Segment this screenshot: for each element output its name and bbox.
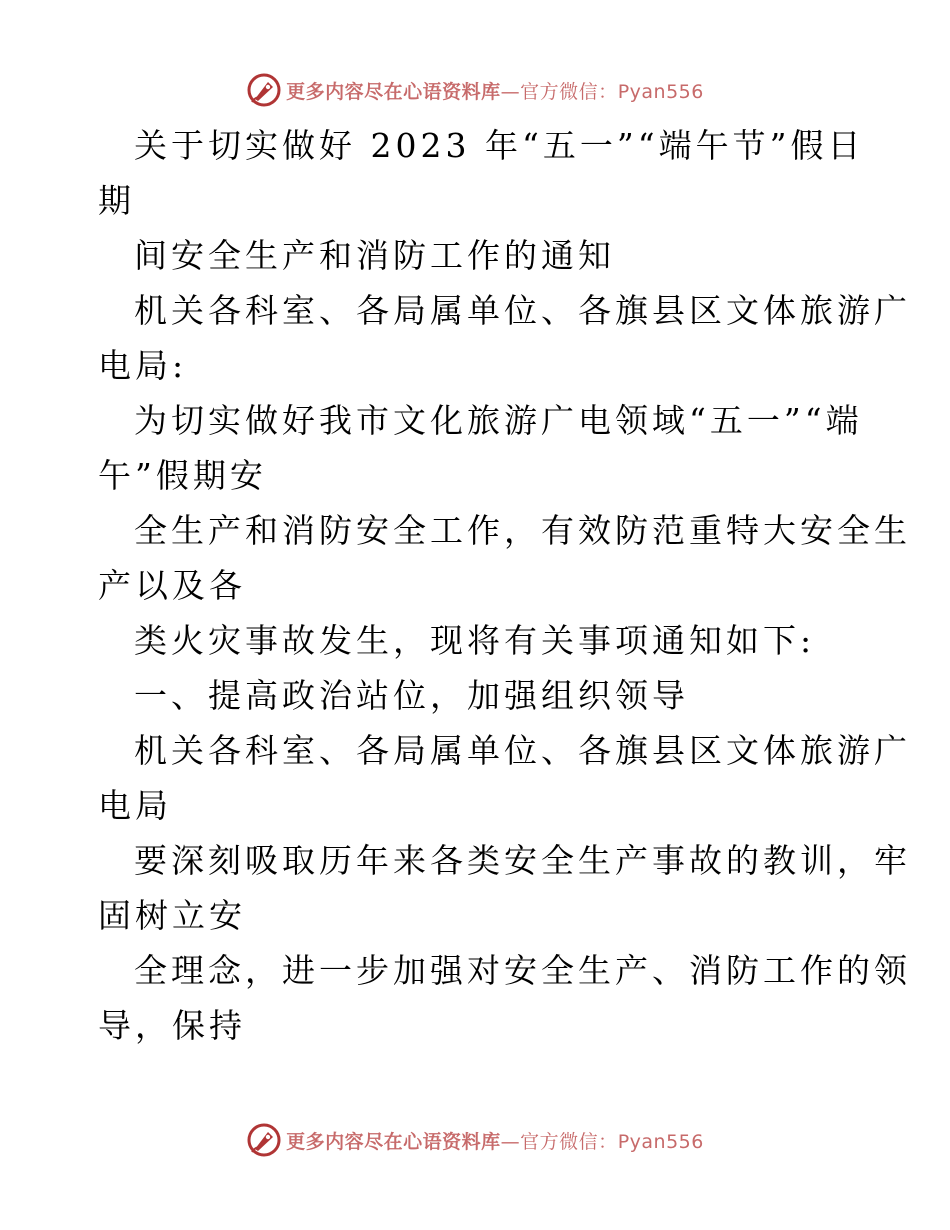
pen-nib-logo-icon bbox=[246, 1122, 282, 1158]
watermark-main-text: 更多内容尽在心语资料库 bbox=[286, 80, 501, 103]
watermark-wechat-id: Pyan556 bbox=[617, 1130, 704, 1153]
document-line: 机关各科室、各局属单位、各旗县区文体旅游广 bbox=[134, 291, 911, 330]
document-line: 产以及各 bbox=[98, 566, 246, 605]
document-line: 期 bbox=[98, 181, 135, 220]
watermark-wechat-id: Pyan556 bbox=[617, 80, 704, 103]
document-line: 电局 bbox=[98, 786, 172, 825]
document-line: 全生产和消防安全工作，有效防范重特大安全生 bbox=[134, 511, 911, 550]
header-watermark bbox=[0, 70, 950, 110]
document-line: 机关各科室、各局属单位、各旗县区文体旅游广 bbox=[134, 731, 911, 770]
watermark-separator: — bbox=[500, 80, 521, 103]
document-body bbox=[98, 118, 911, 1053]
document-line: 电局: bbox=[98, 346, 188, 385]
document-line: 导，保持 bbox=[98, 1006, 246, 1045]
watermark-wechat-label: 官方微信： bbox=[520, 80, 618, 103]
footer-watermark bbox=[0, 1120, 950, 1160]
document-line: 全理念，进一步加强对安全生产、消防工作的领 bbox=[134, 951, 911, 990]
document-line: 间安全生产和消防工作的通知 bbox=[134, 236, 615, 275]
document-line: 一、提高政治站位，加强组织领导 bbox=[134, 676, 689, 715]
document-line: 要深刻吸取历年来各类安全生产事故的教训，牢 bbox=[134, 841, 911, 880]
document-line: 固树立安 bbox=[98, 896, 246, 935]
watermark-wechat-label: 官方微信： bbox=[520, 1130, 618, 1153]
watermark-main-text: 更多内容尽在心语资料库 bbox=[286, 1130, 501, 1153]
watermark-separator: — bbox=[500, 1130, 521, 1153]
document-line: 类火灾事故发生，现将有关事项通知如下: bbox=[134, 621, 816, 660]
document-line: 为切实做好我市文化旅游广电领域“五一”“端 bbox=[134, 401, 863, 440]
document-line: 午”假期安 bbox=[98, 456, 267, 495]
pen-nib-logo-icon bbox=[246, 72, 282, 108]
document-line: 关于切实做好 2023 年“五一”“端午节”假日 bbox=[134, 126, 865, 165]
